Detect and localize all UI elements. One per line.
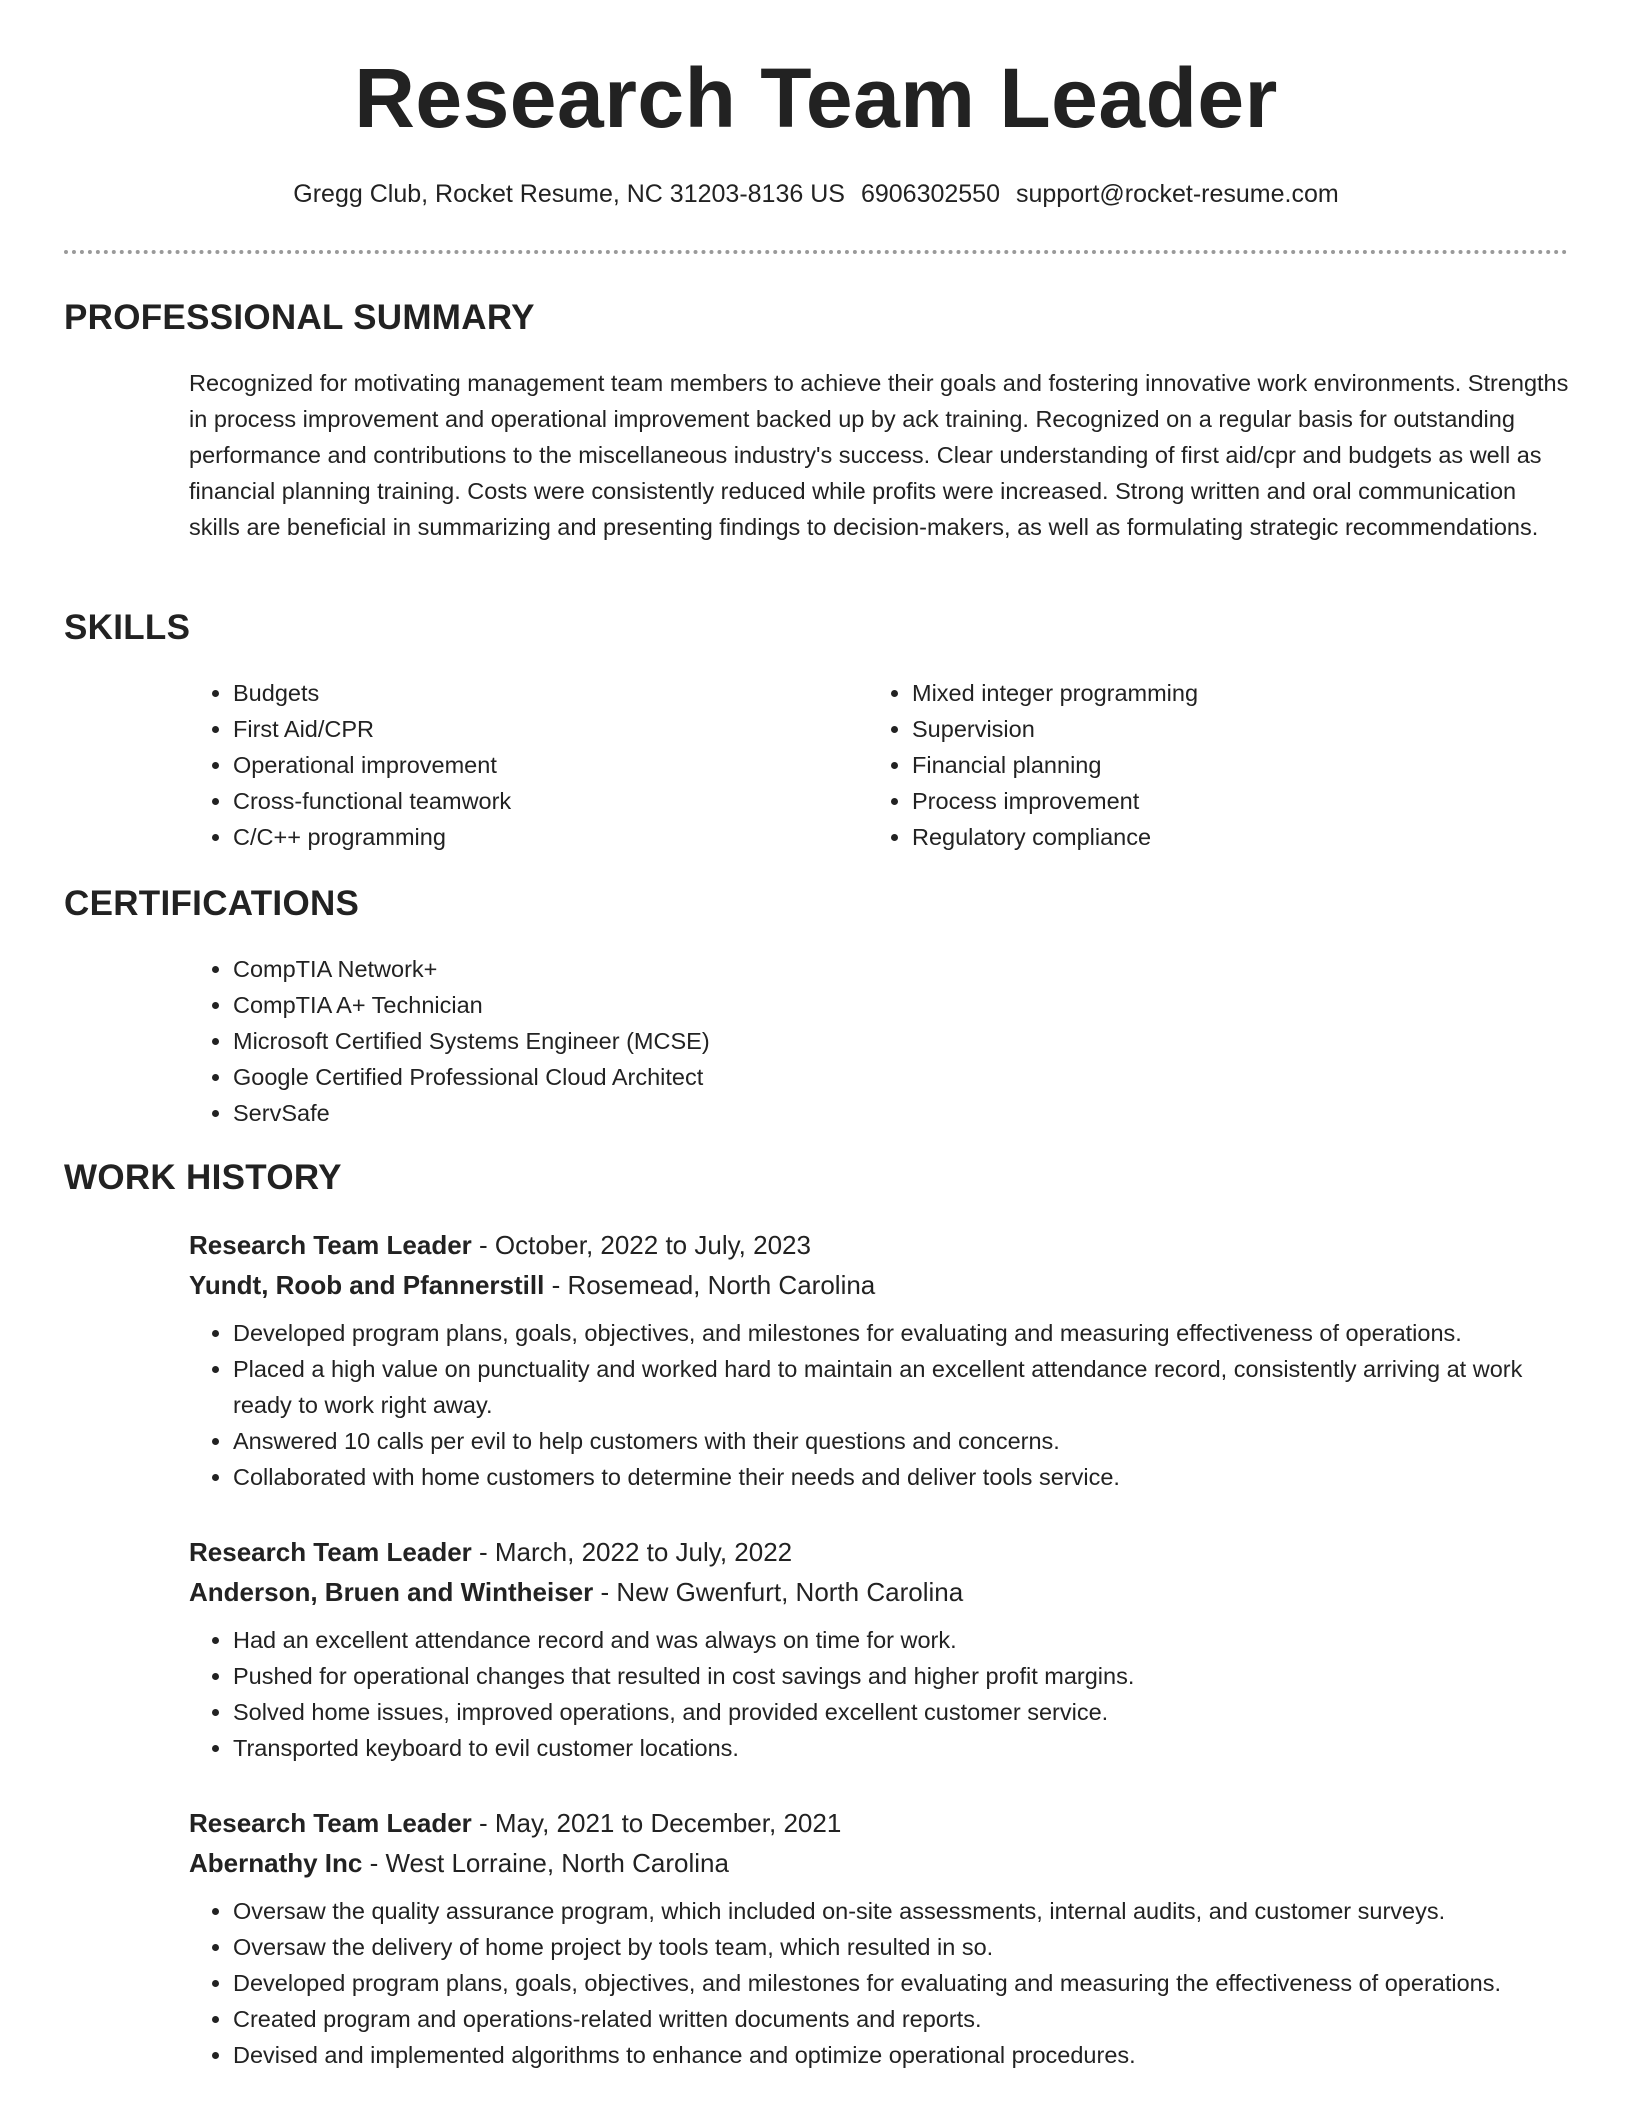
job-bullet: • Devised and implemented algorithms to enhance and optimize operational procedures. xyxy=(233,2037,1579,2073)
job-dates: - March, 2022 to July, 2022 xyxy=(471,1537,793,1567)
resume-name: Research Team Leader xyxy=(354,51,1278,145)
certification-item: • Google Certified Professional Cloud Architect xyxy=(233,1059,1233,1095)
summary-text: Recognized for motivating management team members to achieve their goals and fostering innovative work environments. Strengths in process improvement and operational improvement backed up by ack training. Recognized on a regular basis for outstanding performance and contributions to the miscellaneous industry's success. Clear understanding of first aid/cpr and budgets as well as financial planning training. Costs were consistently reduced while profits were increased. Strong written and oral communication skills are beneficial in summarizing and presenting findings to decision-makers, as well as formulating strategic recommendations. xyxy=(189,370,1569,540)
certification-item: • ServSafe xyxy=(233,1095,1233,1131)
skill-item: • Budgets xyxy=(233,675,833,711)
job-bullet: • Had an excellent attendance record and was always on time for work. xyxy=(233,1622,1579,1658)
skills-list-right xyxy=(868,675,1512,855)
job-company-line xyxy=(189,1265,1579,1305)
skill-item: • Mixed integer programming xyxy=(912,675,1512,711)
job-entry xyxy=(189,1532,1579,1766)
job-bullet: • Solved home issues, improved operations, and provided excellent customer service. xyxy=(233,1694,1579,1730)
job-bullet: • Created program and operations-related written documents and reports. xyxy=(233,2001,1579,2037)
skill-item: • Process improvement xyxy=(912,783,1512,819)
skill-item: • Financial planning xyxy=(912,747,1512,783)
job-role: Research Team Leader xyxy=(189,1537,472,1567)
job-dates: - May, 2021 to December, 2021 xyxy=(471,1808,842,1838)
job-entry xyxy=(189,1225,1579,1495)
summary-heading: PROFESSIONAL SUMMARY xyxy=(64,298,535,337)
job-bullet: • Answered 10 calls per evil to help customers with their questions and concerns. xyxy=(233,1423,1579,1459)
job-role: Research Team Leader xyxy=(189,1230,472,1260)
job-bullet: • Collaborated with home customers to determine their needs and deliver tools service. xyxy=(233,1459,1579,1495)
work-history-heading: WORK HISTORY xyxy=(64,1158,342,1197)
certification-item: • Microsoft Certified Systems Engineer (MCSE) xyxy=(233,1023,1233,1059)
certifications-heading: CERTIFICATIONS xyxy=(64,884,360,923)
job-location: - West Lorraine, North Carolina xyxy=(362,1848,729,1878)
job-title-line xyxy=(189,1225,1579,1265)
skill-item: • Operational improvement xyxy=(233,747,833,783)
certification-item: • CompTIA Network+ xyxy=(233,951,1233,987)
job-bullets xyxy=(189,1622,1579,1766)
job-bullet: • Developed program plans, goals, objectives, and milestones for evaluating and measuring effectiveness of operations. xyxy=(233,1315,1579,1351)
job-entry xyxy=(189,1803,1579,2073)
skill-item: • Supervision xyxy=(912,711,1512,747)
contact-address: Gregg Club, Rocket Resume, NC 31203-8136 US xyxy=(293,180,845,208)
job-dates: - October, 2022 to July, 2023 xyxy=(471,1230,811,1260)
job-company-line xyxy=(189,1843,1579,1883)
job-bullets xyxy=(189,1315,1579,1495)
job-bullet: • Oversaw the quality assurance program, which included on-site assessments, internal audits, and customer surveys. xyxy=(233,1893,1579,1929)
job-location: - Rosemead, North Carolina xyxy=(544,1270,876,1300)
job-bullet: • Transported keyboard to evil customer locations. xyxy=(233,1730,1579,1766)
skills-list-left xyxy=(189,675,833,855)
job-bullet: • Pushed for operational changes that resulted in cost savings and higher profit margins. xyxy=(233,1658,1579,1694)
job-role: Research Team Leader xyxy=(189,1808,472,1838)
contact-line xyxy=(0,180,1632,209)
job-company: Yundt, Roob and Pfannerstill xyxy=(189,1270,545,1300)
certification-item: • CompTIA A+ Technician xyxy=(233,987,1233,1023)
skills-heading: SKILLS xyxy=(64,608,191,647)
job-title-line xyxy=(189,1532,1579,1572)
job-company-line xyxy=(189,1572,1579,1612)
job-bullet: • Placed a high value on punctuality and worked hard to maintain an excellent attendance record, consistently arriving at work ready to work right away. xyxy=(233,1351,1579,1423)
skill-item: • Cross-functional teamwork xyxy=(233,783,833,819)
header-divider xyxy=(64,250,1568,254)
job-location: - New Gwenfurt, North Carolina xyxy=(593,1577,964,1607)
skill-item: • First Aid/CPR xyxy=(233,711,833,747)
skill-item: • Regulatory compliance xyxy=(912,819,1512,855)
job-bullet: • Developed program plans, goals, objectives, and milestones for evaluating and measuring the effectiveness of operations. xyxy=(233,1965,1579,2001)
skill-item: • C/C++ programming xyxy=(233,819,833,855)
contact-phone: 6906302550 xyxy=(860,180,1000,208)
job-bullets xyxy=(189,1893,1579,2073)
job-company: Anderson, Bruen and Wintheiser xyxy=(189,1577,594,1607)
contact-email: support@rocket-resume.com xyxy=(1016,180,1339,208)
job-company: Abernathy Inc xyxy=(189,1848,363,1878)
job-title-line xyxy=(189,1803,1579,1843)
job-bullet: • Oversaw the delivery of home project by tools team, which resulted in so. xyxy=(233,1929,1579,1965)
certifications-list xyxy=(189,951,1233,1131)
